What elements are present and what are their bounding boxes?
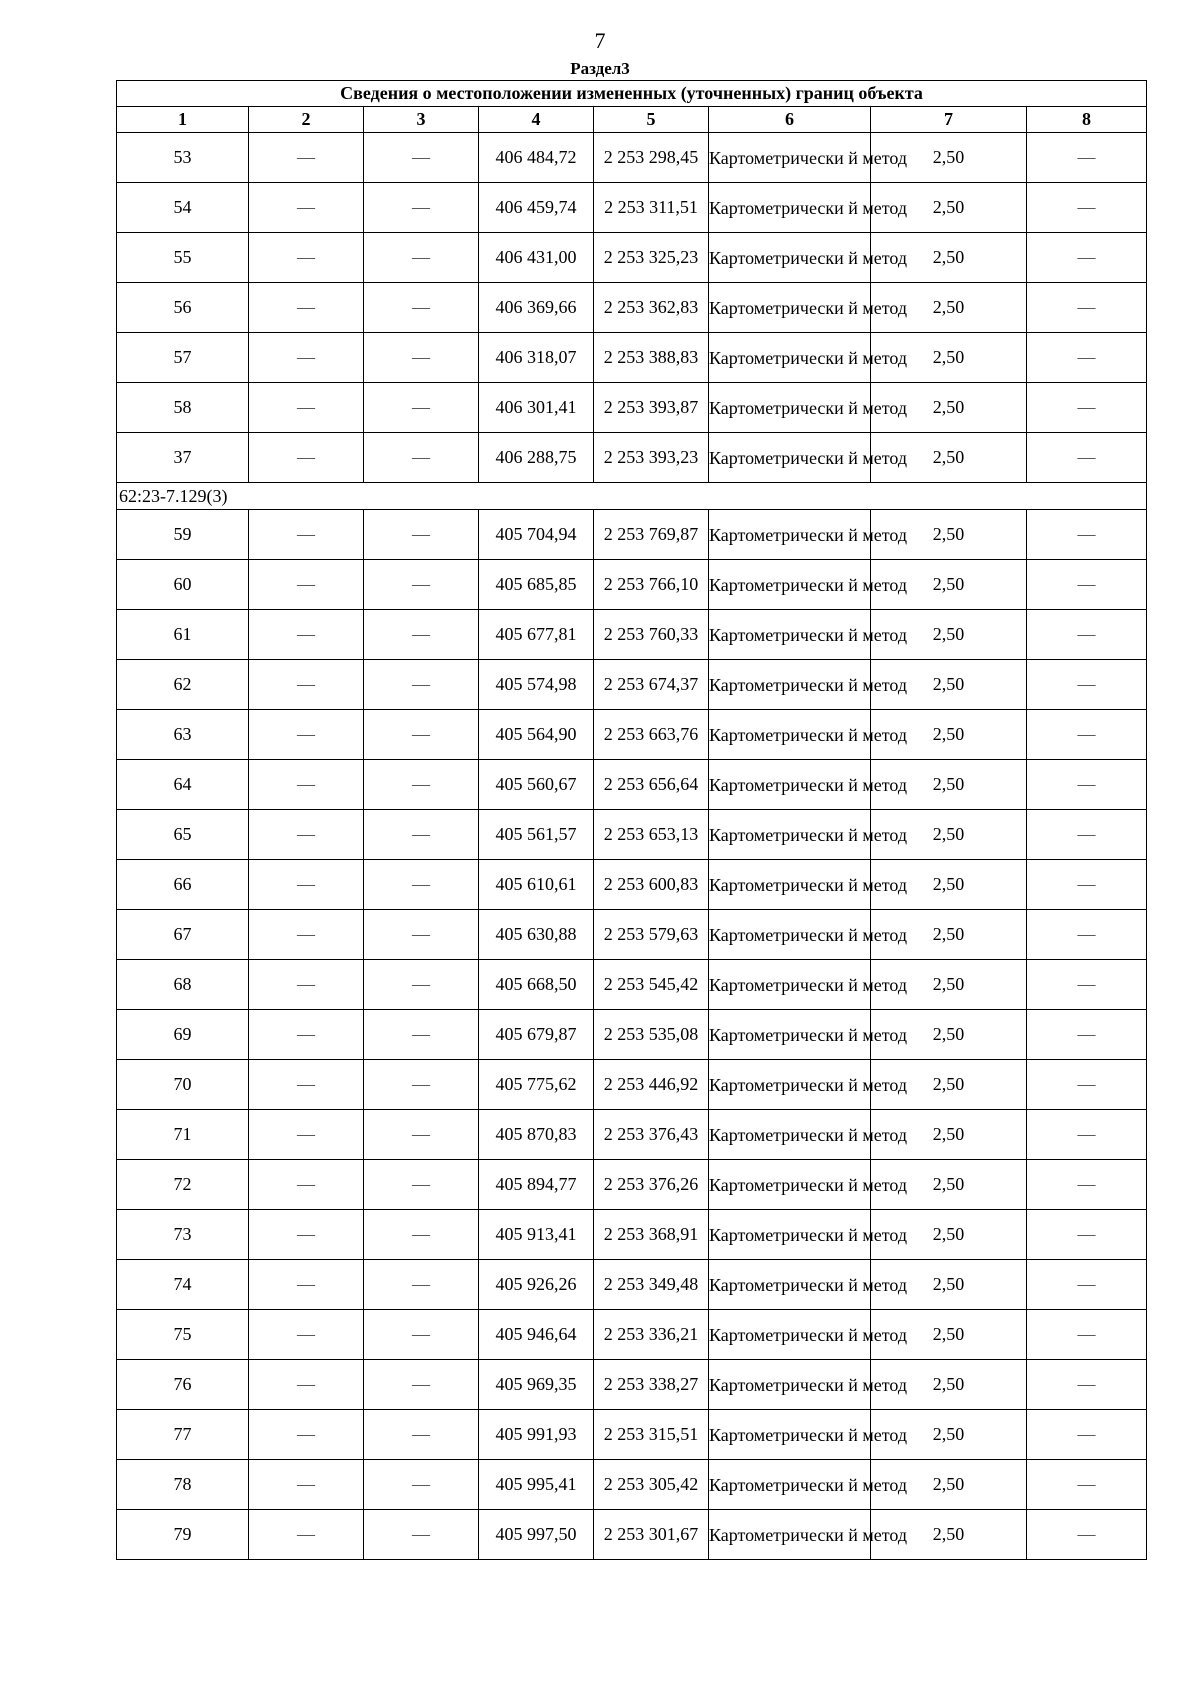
coordinate-x-cell: 406 459,74 [479, 183, 594, 233]
column-3-cell: — [364, 283, 479, 333]
column-8-cell: — [1027, 660, 1147, 710]
column-3-cell: — [364, 333, 479, 383]
precision-cell: 2,50 [871, 960, 1027, 1010]
table-row [117, 433, 1147, 483]
table-row [117, 810, 1147, 860]
column-8-cell: — [1027, 1410, 1147, 1460]
column-2-cell: — [249, 333, 364, 383]
coordinate-x-cell: 405 574,98 [479, 660, 594, 710]
coordinate-x-cell: 405 894,77 [479, 1160, 594, 1210]
point-number-cell: 76 [117, 1360, 249, 1410]
precision-cell: 2,50 [871, 433, 1027, 483]
table-row [117, 1360, 1147, 1410]
table-row [117, 960, 1147, 1010]
point-number-cell: 58 [117, 383, 249, 433]
precision-cell: 2,50 [871, 1160, 1027, 1210]
column-2-cell: — [249, 910, 364, 960]
method-cell: Картометрически й метод [709, 1260, 871, 1310]
coordinate-y-cell: 2 253 376,43 [594, 1110, 709, 1160]
table-row [117, 510, 1147, 560]
coordinate-y-cell: 2 253 535,08 [594, 1010, 709, 1060]
point-number-cell: 65 [117, 810, 249, 860]
column-2-cell: — [249, 1460, 364, 1510]
column-3-cell: — [364, 1410, 479, 1460]
point-number-cell: 64 [117, 760, 249, 810]
precision-cell: 2,50 [871, 333, 1027, 383]
coordinate-y-cell: 2 253 769,87 [594, 510, 709, 560]
column-2-cell: — [249, 1510, 364, 1560]
precision-cell: 2,50 [871, 660, 1027, 710]
column-number-3: 3 [364, 107, 479, 133]
coordinate-y-cell: 2 253 301,67 [594, 1510, 709, 1560]
page-number: 7 [594, 28, 606, 53]
coordinate-y-cell: 2 253 368,91 [594, 1210, 709, 1260]
precision-cell: 2,50 [871, 1010, 1027, 1060]
column-8-cell: — [1027, 1460, 1147, 1510]
precision-cell: 2,50 [871, 1310, 1027, 1360]
column-2-cell: — [249, 810, 364, 860]
point-number-cell: 70 [117, 1060, 249, 1110]
coordinate-y-cell: 2 253 298,45 [594, 133, 709, 183]
coordinate-y-cell: 2 253 579,63 [594, 910, 709, 960]
table-row [117, 610, 1147, 660]
column-2-cell: — [249, 1060, 364, 1110]
column-8-cell: — [1027, 510, 1147, 560]
point-number-cell: 72 [117, 1160, 249, 1210]
coordinate-x-cell: 405 995,41 [479, 1460, 594, 1510]
precision-cell: 2,50 [871, 1460, 1027, 1510]
table-row [117, 1110, 1147, 1160]
column-8-cell: — [1027, 910, 1147, 960]
table-row [117, 1310, 1147, 1360]
coordinate-x-cell: 405 997,50 [479, 1510, 594, 1560]
method-cell: Картометрически й метод [709, 1410, 871, 1460]
table-row [117, 1260, 1147, 1310]
column-2-cell: — [249, 1010, 364, 1060]
coordinate-y-cell: 2 253 393,87 [594, 383, 709, 433]
column-8-cell: — [1027, 960, 1147, 1010]
coordinate-x-cell: 405 926,26 [479, 1260, 594, 1310]
coordinate-y-cell: 2 253 545,42 [594, 960, 709, 1010]
precision-cell: 2,50 [871, 910, 1027, 960]
column-2-cell: — [249, 1110, 364, 1160]
precision-cell: 2,50 [871, 610, 1027, 660]
column-3-cell: — [364, 710, 479, 760]
precision-cell: 2,50 [871, 710, 1027, 760]
column-2-cell: — [249, 1210, 364, 1260]
coordinate-y-cell: 2 253 766,10 [594, 560, 709, 610]
table-row [117, 283, 1147, 333]
column-number-5: 5 [594, 107, 709, 133]
point-number-cell: 53 [117, 133, 249, 183]
column-2-cell: — [249, 383, 364, 433]
column-3-cell: — [364, 1510, 479, 1560]
point-number-cell: 55 [117, 233, 249, 283]
column-8-cell: — [1027, 283, 1147, 333]
precision-cell: 2,50 [871, 1110, 1027, 1160]
coordinate-x-cell: 405 685,85 [479, 560, 594, 610]
column-3-cell: — [364, 383, 479, 433]
point-number-cell: 71 [117, 1110, 249, 1160]
coordinate-y-cell: 2 253 600,83 [594, 860, 709, 910]
precision-cell: 2,50 [871, 1360, 1027, 1410]
precision-cell: 2,50 [871, 1510, 1027, 1560]
column-number-7: 7 [871, 107, 1027, 133]
coordinate-x-cell: 405 610,61 [479, 860, 594, 910]
column-3-cell: — [364, 860, 479, 910]
coordinate-y-cell: 2 253 656,64 [594, 760, 709, 810]
column-3-cell: — [364, 1310, 479, 1360]
column-8-cell: — [1027, 433, 1147, 483]
coordinate-x-cell: 405 561,57 [479, 810, 594, 860]
point-number-cell: 79 [117, 1510, 249, 1560]
column-8-cell: — [1027, 1510, 1147, 1560]
column-8-cell: — [1027, 710, 1147, 760]
table-row [117, 1210, 1147, 1260]
precision-cell: 2,50 [871, 183, 1027, 233]
table-row [117, 1460, 1147, 1510]
method-cell: Картометрически й метод [709, 233, 871, 283]
column-2-cell: — [249, 1360, 364, 1410]
column-8-cell: — [1027, 1110, 1147, 1160]
coordinate-y-cell: 2 253 393,23 [594, 433, 709, 483]
method-cell: Картометрически й метод [709, 910, 871, 960]
column-8-cell: — [1027, 1060, 1147, 1110]
table-row [117, 910, 1147, 960]
coordinate-y-cell: 2 253 388,83 [594, 333, 709, 383]
group-label: 62:23-7.129(3) [117, 483, 1147, 510]
column-3-cell: — [364, 233, 479, 283]
method-cell: Картометрически й метод [709, 283, 871, 333]
table-row [117, 560, 1147, 610]
precision-cell: 2,50 [871, 560, 1027, 610]
coordinate-x-cell: 405 704,94 [479, 510, 594, 560]
table-row [117, 760, 1147, 810]
coordinate-x-cell: 406 484,72 [479, 133, 594, 183]
method-cell: Картометрически й метод [709, 333, 871, 383]
point-number-cell: 56 [117, 283, 249, 333]
column-8-cell: — [1027, 1010, 1147, 1060]
table-row [117, 383, 1147, 433]
method-cell: Картометрически й метод [709, 610, 871, 660]
table-row [117, 1410, 1147, 1460]
column-number-8: 8 [1027, 107, 1147, 133]
precision-cell: 2,50 [871, 383, 1027, 433]
point-number-cell: 62 [117, 660, 249, 710]
precision-cell: 2,50 [871, 810, 1027, 860]
method-cell: Картометрически й метод [709, 1360, 871, 1410]
point-number-cell: 37 [117, 433, 249, 483]
column-8-cell: — [1027, 1310, 1147, 1360]
coordinate-x-cell: 405 946,64 [479, 1310, 594, 1360]
coordinate-x-cell: 406 369,66 [479, 283, 594, 333]
coordinate-x-cell: 405 913,41 [479, 1210, 594, 1260]
column-3-cell: — [364, 610, 479, 660]
coordinate-x-cell: 405 677,81 [479, 610, 594, 660]
table-title: Сведения о местоположении измененных (уточненных) границ объекта [117, 81, 1147, 107]
column-8-cell: — [1027, 1160, 1147, 1210]
column-number-2: 2 [249, 107, 364, 133]
column-2-cell: — [249, 233, 364, 283]
column-8-cell: — [1027, 760, 1147, 810]
column-3-cell: — [364, 1110, 479, 1160]
point-number-cell: 61 [117, 610, 249, 660]
table-row [117, 1060, 1147, 1110]
coordinate-x-cell: 406 318,07 [479, 333, 594, 383]
section-label: Раздел3 [570, 59, 630, 78]
method-cell: Картометрически й метод [709, 1510, 871, 1560]
method-cell: Картометрически й метод [709, 433, 871, 483]
column-number-6: 6 [709, 107, 871, 133]
point-number-cell: 63 [117, 710, 249, 760]
column-2-cell: — [249, 1160, 364, 1210]
point-number-cell: 60 [117, 560, 249, 610]
column-8-cell: — [1027, 1210, 1147, 1260]
method-cell: Картометрически й метод [709, 810, 871, 860]
column-number-row [117, 107, 1147, 133]
column-8-cell: — [1027, 560, 1147, 610]
method-cell: Картометрически й метод [709, 710, 871, 760]
column-2-cell: — [249, 283, 364, 333]
column-2-cell: — [249, 960, 364, 1010]
coordinate-x-cell: 406 431,00 [479, 233, 594, 283]
column-3-cell: — [364, 660, 479, 710]
method-cell: Картометрически й метод [709, 1060, 871, 1110]
method-cell: Картометрически й метод [709, 1310, 871, 1360]
column-2-cell: — [249, 183, 364, 233]
coordinate-y-cell: 2 253 336,21 [594, 1310, 709, 1360]
coordinate-y-cell: 2 253 315,51 [594, 1410, 709, 1460]
column-2-cell: — [249, 610, 364, 660]
coordinate-x-cell: 405 560,67 [479, 760, 594, 810]
coordinate-y-cell: 2 253 362,83 [594, 283, 709, 333]
column-2-cell: — [249, 1260, 364, 1310]
coordinate-y-cell: 2 253 305,42 [594, 1460, 709, 1510]
point-number-cell: 73 [117, 1210, 249, 1260]
method-cell: Картометрически й метод [709, 1160, 871, 1210]
point-number-cell: 75 [117, 1310, 249, 1360]
point-number-cell: 74 [117, 1260, 249, 1310]
column-2-cell: — [249, 433, 364, 483]
coordinate-y-cell: 2 253 311,51 [594, 183, 709, 233]
coordinate-x-cell: 405 775,62 [479, 1060, 594, 1110]
coordinate-x-cell: 405 668,50 [479, 960, 594, 1010]
column-3-cell: — [364, 1010, 479, 1060]
point-number-cell: 78 [117, 1460, 249, 1510]
column-8-cell: — [1027, 333, 1147, 383]
coordinate-y-cell: 2 253 376,26 [594, 1160, 709, 1210]
column-2-cell: — [249, 860, 364, 910]
column-3-cell: — [364, 183, 479, 233]
method-cell: Картометрически й метод [709, 383, 871, 433]
method-cell: Картометрически й метод [709, 1110, 871, 1160]
table-row [117, 333, 1147, 383]
column-3-cell: — [364, 760, 479, 810]
precision-cell: 2,50 [871, 133, 1027, 183]
coordinate-x-cell: 405 630,88 [479, 910, 594, 960]
coordinate-x-cell: 406 288,75 [479, 433, 594, 483]
column-2-cell: — [249, 710, 364, 760]
column-number-1: 1 [117, 107, 249, 133]
table-row [117, 860, 1147, 910]
method-cell: Картометрически й метод [709, 560, 871, 610]
column-8-cell: — [1027, 133, 1147, 183]
column-8-cell: — [1027, 1360, 1147, 1410]
column-2-cell: — [249, 660, 364, 710]
coordinate-y-cell: 2 253 653,13 [594, 810, 709, 860]
column-3-cell: — [364, 510, 479, 560]
method-cell: Картометрически й метод [709, 1460, 871, 1510]
table-row [117, 1510, 1147, 1560]
column-8-cell: — [1027, 860, 1147, 910]
point-number-cell: 59 [117, 510, 249, 560]
table-title-row [117, 81, 1147, 107]
table-body [117, 133, 1147, 1560]
method-cell: Картометрически й метод [709, 860, 871, 910]
column-2-cell: — [249, 133, 364, 183]
column-3-cell: — [364, 133, 479, 183]
column-3-cell: — [364, 560, 479, 610]
precision-cell: 2,50 [871, 1260, 1027, 1310]
method-cell: Картометрически й метод [709, 660, 871, 710]
coordinate-y-cell: 2 253 325,23 [594, 233, 709, 283]
coordinate-y-cell: 2 253 663,76 [594, 710, 709, 760]
point-number-cell: 68 [117, 960, 249, 1010]
boundary-coordinates-table [116, 80, 1147, 1560]
column-3-cell: — [364, 1260, 479, 1310]
column-8-cell: — [1027, 383, 1147, 433]
coordinate-x-cell: 406 301,41 [479, 383, 594, 433]
precision-cell: 2,50 [871, 1060, 1027, 1110]
column-3-cell: — [364, 433, 479, 483]
precision-cell: 2,50 [871, 860, 1027, 910]
point-number-cell: 77 [117, 1410, 249, 1460]
column-8-cell: — [1027, 610, 1147, 660]
group-row [117, 483, 1147, 510]
table-row [117, 660, 1147, 710]
column-3-cell: — [364, 1360, 479, 1410]
coordinate-x-cell: 405 679,87 [479, 1010, 594, 1060]
coordinate-x-cell: 405 969,35 [479, 1360, 594, 1410]
coordinate-y-cell: 2 253 349,48 [594, 1260, 709, 1310]
method-cell: Картометрически й метод [709, 760, 871, 810]
method-cell: Картометрически й метод [709, 133, 871, 183]
point-number-cell: 54 [117, 183, 249, 233]
precision-cell: 2,50 [871, 510, 1027, 560]
point-number-cell: 57 [117, 333, 249, 383]
table-row [117, 710, 1147, 760]
column-3-cell: — [364, 960, 479, 1010]
column-3-cell: — [364, 810, 479, 860]
method-cell: Картометрически й метод [709, 183, 871, 233]
method-cell: Картометрически й метод [709, 1210, 871, 1260]
column-2-cell: — [249, 1410, 364, 1460]
column-2-cell: — [249, 560, 364, 610]
point-number-cell: 69 [117, 1010, 249, 1060]
column-3-cell: — [364, 910, 479, 960]
column-8-cell: — [1027, 1260, 1147, 1310]
column-3-cell: — [364, 1460, 479, 1510]
coordinate-y-cell: 2 253 674,37 [594, 660, 709, 710]
table-row [117, 233, 1147, 283]
coordinate-x-cell: 405 564,90 [479, 710, 594, 760]
column-number-4: 4 [479, 107, 594, 133]
table-row [117, 133, 1147, 183]
table-row [117, 183, 1147, 233]
coordinate-y-cell: 2 253 338,27 [594, 1360, 709, 1410]
column-2-cell: — [249, 1310, 364, 1360]
table-row [117, 1160, 1147, 1210]
column-8-cell: — [1027, 810, 1147, 860]
column-3-cell: — [364, 1210, 479, 1260]
column-2-cell: — [249, 510, 364, 560]
coordinate-y-cell: 2 253 760,33 [594, 610, 709, 660]
point-number-cell: 66 [117, 860, 249, 910]
precision-cell: 2,50 [871, 283, 1027, 333]
precision-cell: 2,50 [871, 233, 1027, 283]
table-row [117, 1010, 1147, 1060]
method-cell: Картометрически й метод [709, 1010, 871, 1060]
column-3-cell: — [364, 1060, 479, 1110]
method-cell: Картометрически й метод [709, 510, 871, 560]
precision-cell: 2,50 [871, 1210, 1027, 1260]
coordinate-x-cell: 405 870,83 [479, 1110, 594, 1160]
column-2-cell: — [249, 760, 364, 810]
point-number-cell: 67 [117, 910, 249, 960]
coordinate-y-cell: 2 253 446,92 [594, 1060, 709, 1110]
column-8-cell: — [1027, 233, 1147, 283]
precision-cell: 2,50 [871, 760, 1027, 810]
column-8-cell: — [1027, 183, 1147, 233]
method-cell: Картометрически й метод [709, 960, 871, 1010]
precision-cell: 2,50 [871, 1410, 1027, 1460]
coordinate-x-cell: 405 991,93 [479, 1410, 594, 1460]
column-3-cell: — [364, 1160, 479, 1210]
